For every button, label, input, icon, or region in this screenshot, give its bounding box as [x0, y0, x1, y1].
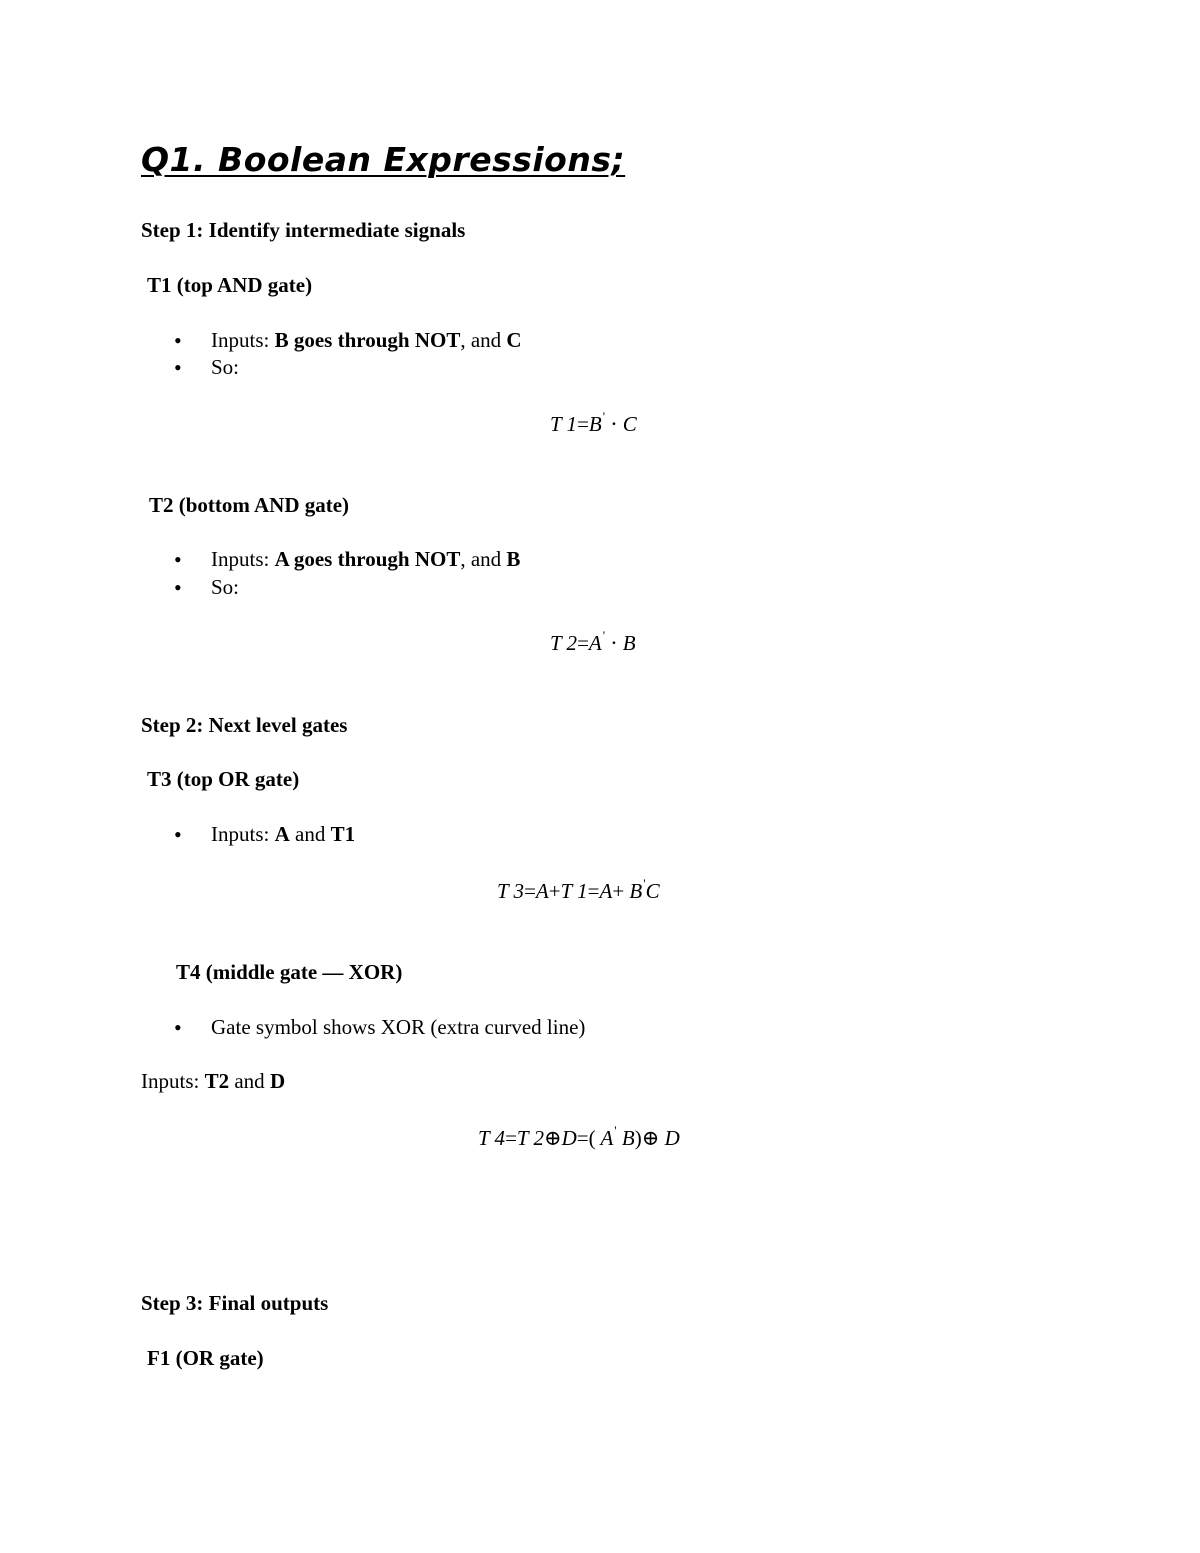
input-b: C [506, 328, 522, 352]
inputs-label: Inputs: [211, 822, 275, 846]
input-b: D [269, 1069, 286, 1093]
input-a: A [274, 822, 290, 846]
step2-heading: Step 2: Next level gates [141, 713, 348, 737]
step3-heading: Step 3: Final outputs [141, 1291, 329, 1315]
t4-gate-bullet: • Gate symbol shows XOR (extra curved line) [211, 1015, 585, 1040]
t3-heading: T3 (top OR gate) [147, 767, 300, 791]
inputs-label: Inputs: [211, 328, 275, 352]
t1-so-bullet: • So: [211, 355, 239, 380]
t1-heading: T1 (top AND gate) [147, 273, 313, 297]
t1-inputs-bullet [211, 328, 522, 353]
t3-equation: T 3=A+T 1=A+ B'C [497, 876, 660, 903]
inputs-label: Inputs: [141, 1069, 205, 1093]
input-a: A goes through NOT [274, 547, 461, 571]
t2-so-bullet: • So: [211, 575, 239, 600]
t4-equation: T 4=T 2⊕D=( A' B)⊕ D [478, 1123, 680, 1150]
inputs-label: Inputs: [211, 547, 275, 571]
inputs-sep: and [289, 822, 331, 846]
input-b: T1 [330, 822, 356, 846]
t2-heading: T2 (bottom AND gate) [149, 493, 350, 517]
step1-heading: Step 1: Identify intermediate signals [141, 218, 466, 242]
input-b: B [506, 547, 521, 571]
document-title: Q1. Boolean Expressions; [141, 140, 626, 179]
input-a: T2 [204, 1069, 230, 1093]
t2-equation: T 2=A' ⋅ B [550, 628, 636, 655]
t4-inputs-line [141, 1069, 285, 1094]
t2-inputs-bullet [211, 547, 520, 572]
t4-heading: T4 (middle gate — XOR) [176, 960, 403, 984]
input-a: B goes through NOT [274, 328, 461, 352]
inputs-sep: , and [460, 328, 507, 352]
t3-inputs-bullet [211, 822, 355, 847]
inputs-sep: and [229, 1069, 270, 1093]
f1-heading: F1 (OR gate) [147, 1346, 264, 1370]
inputs-sep: , and [460, 547, 507, 571]
t1-equation: T 1=B' ⋅ C [550, 409, 637, 436]
